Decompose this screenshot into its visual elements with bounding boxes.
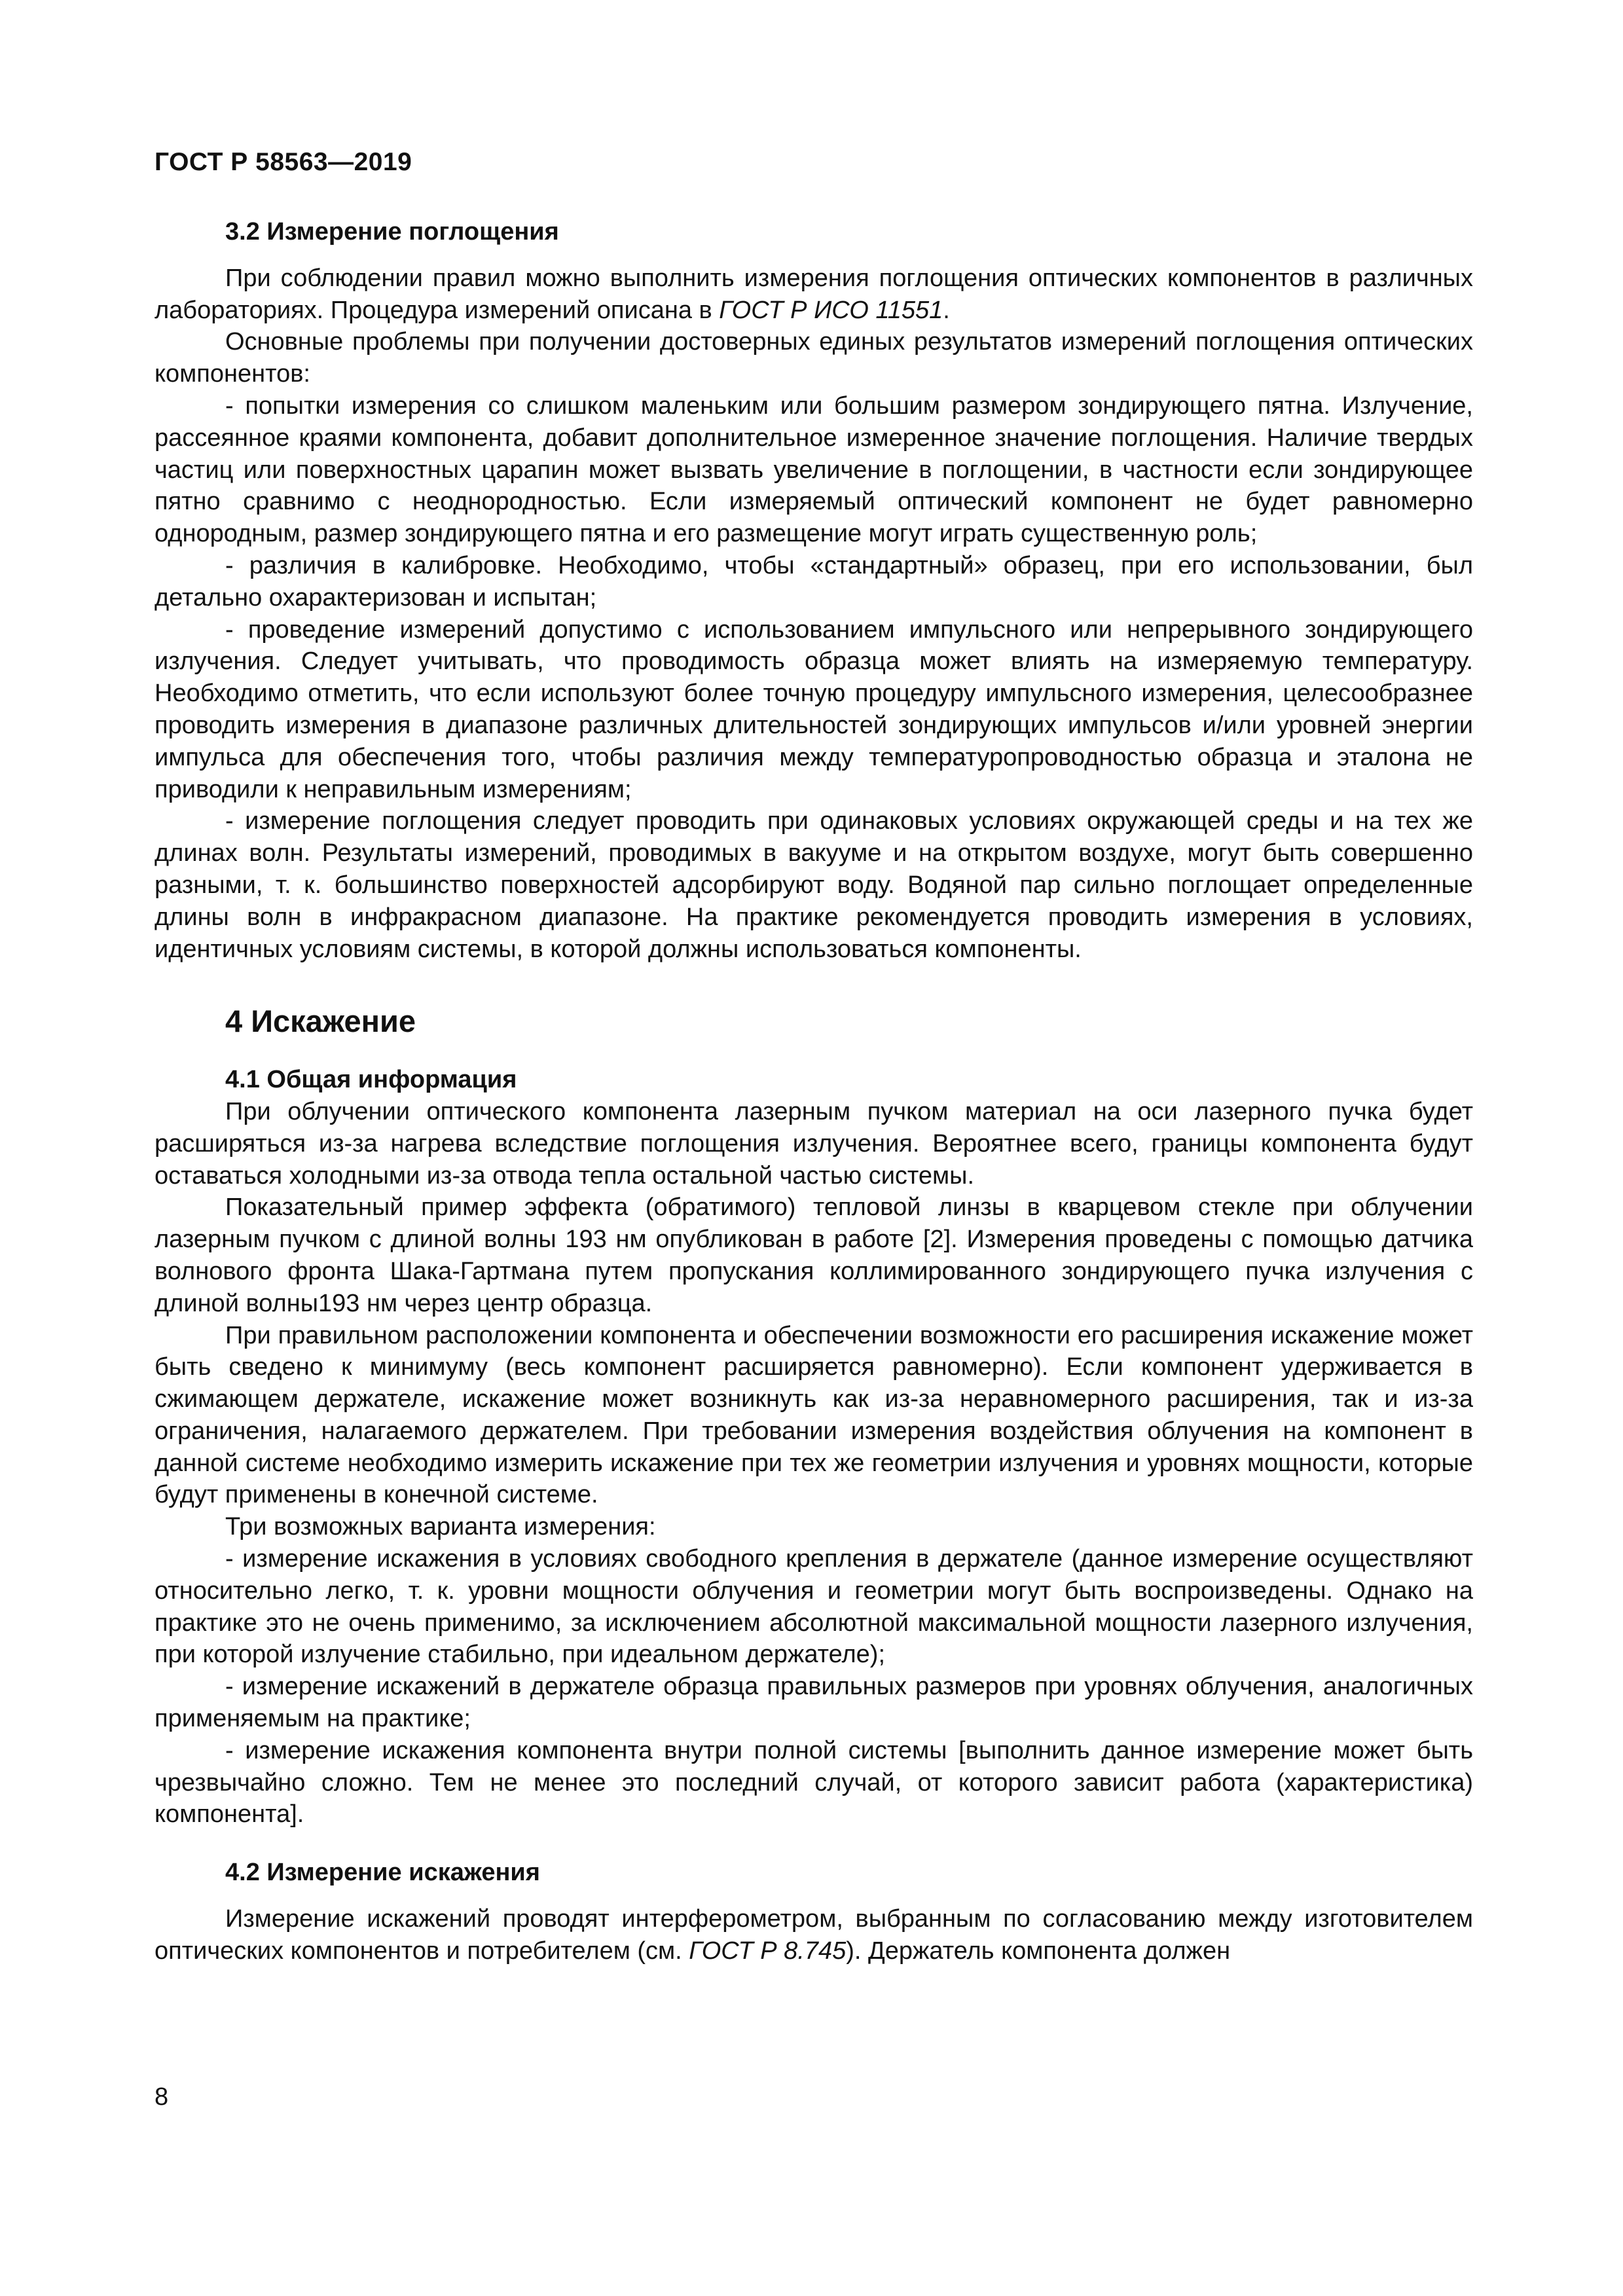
document-header: ГОСТ Р 58563—2019 [155,148,412,176]
paragraph: Показательный пример эффекта (обратимого) тепловой линзы в кварцевом стекле при облучении лазерным пучком с длиной волны 193 нм опубликован в работе [2]. Измерения проведены с помощью датчика волнового фронта Шака-Гартмана путем пропускания коллимированного зондирующего пучка излучения с длиной волны193 нм через центр образца. [155,1194,1473,1317]
list-item: - измерение искажений в держателе образца правильных размеров при уровнях облучения, аналогичных применяемым на практике; [155,1673,1473,1733]
heading-4-1: 4.1 Общая информация [225,1066,517,1094]
list-item: - попытки измерения со слишком маленьким или большим размером зондирующего пятна. Излучение, рассеянное краями компонента, добавит дополнительное измеренное значение поглощения. Наличие твердых частиц или поверхностных царапин может вызвать увеличение в поглощении, в частности если зондирующее пятно сравнимо с неоднородностью. Если измеряемый оптический компонент не будет равномерно однородным, размер зондирующего пятна и его размещение могут играть существенную роль; [155,392,1473,548]
list-item: - различия в калибровке. Необходимо, чтобы «стандартный» образец, при его использовании, был детально охарактеризован и испытан; [155,551,1473,611]
reference-link: ГОСТ Р ИСО 11551 [719,296,943,324]
heading-3-2: 3.2 Измерение поглощения [225,218,559,246]
paragraph: При правильном расположении компонента и обеспечении возможности его расширения искажение может быть сведено к минимуму (весь компонент расширяется равномерно). Если компонент удерживается в сжимающем держателе, искажение может возникнуть как из-за неравномерного расширения, так и из-за ограничения, налагаемого держателем. При требовании измерения воздействия облучения на компонент в данной системе необходимо измерить искажение при тех же геометрии излучения и уровнях мощности, которые будут применены в конечной системе. [155,1321,1473,1509]
list-item: - измерение поглощения следует проводить при одинаковых условиях окружающей среды и на тех же длинах волн. Результаты измерений, проводимых в вакууме и на открытом воздухе, могут быть совершенно разными, т. к. большинство поверхностей адсорбируют воду. Водяной пар сильно поглощает определенные длины волн в инфракрасном диапазоне. На практике рекомендуется проводить измерения в условиях, идентичных условиям системы, в которой должны использоваться компоненты. [155,807,1473,963]
paragraph: Измерение искажений проводят интерферометром, выбранным по согласованию между изготовителем оптических компонентов и потребителем (см. ГОСТ Р 8.745). Держатель компонента должен [155,1905,1473,1965]
list-item: - измерение искажения компонента внутри полной системы [выполнить данное измерение может быть чрезвычайно сложно. Тем не менее это последний случай, от которого зависит работа (характеристика) компонента]. [155,1736,1473,1829]
heading-4-2: 4.2 Измерение искажения [225,1859,540,1887]
paragraph: Основные проблемы при получении достоверных единых результатов измерений поглощения оптических компонентов: [155,328,1473,388]
page-number: 8 [155,2083,169,2111]
list-item: - измерение искажения в условиях свободного крепления в держателе (данное измерение осуществляют относительно легко, т. к. уровни мощности облучения и геометрии могут быть воспроизведены. Однако на практике это не очень применимо, за исключением абсолютной максимальной мощности лазерного излучения, при которой излучение стабильно, при идеальном держателе); [155,1545,1473,1669]
reference-link: ГОСТ Р 8.745 [689,1937,847,1965]
heading-4: 4 Искажение [225,1004,416,1039]
document-body [155,216,1473,1967]
paragraph: При облучении оптического компонента лазерным пучком материал на оси лазерного пучка будет расширяться из-за нагрева вследствие поглощения излучения. Вероятнее всего, границы компонента будут оставаться холодными из-за отвода тепла остальной частью системы. [155,1097,1473,1190]
list-item: - проведение измерений допустимо с использованием импульсного или непрерывного зондирующего излучения. Следует учитывать, что проводимость образца может влиять на измеряемую температуру. Необходимо отметить, что если используют более точную процедуру импульсного измерения, целесообразнее проводить измерения в диапазоне различных длительностей зондирующих импульсов и/или уровней энергии импульса для обеспечения того, чтобы различия между температуропроводностью образца и эталона не приводили к неправильным измерениям; [155,615,1473,803]
paragraph: При соблюдении правил можно выполнить измерения поглощения оптических компонентов в различных лабораториях. Процедура измерений описана в ГОСТ Р ИСО 11551. [155,264,1473,324]
paragraph: Три возможных варианта измерения: [225,1513,656,1541]
